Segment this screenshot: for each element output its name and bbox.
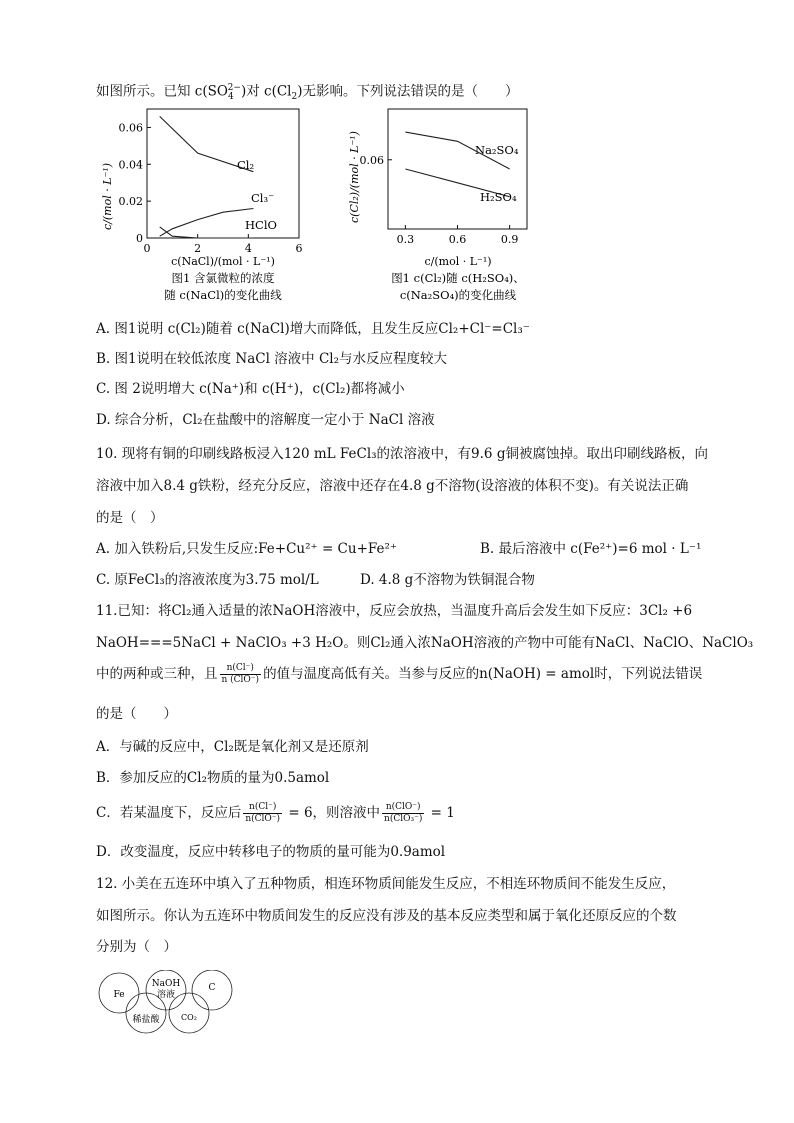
q11-line-4: 的是（ ） xyxy=(96,706,177,722)
fig2-xlabel: c/(mol · L⁻¹) xyxy=(424,255,492,268)
q11-option-a: A．与碱的反应中，Cl₂既是氧化剂又是还原剂 xyxy=(96,739,369,755)
fig1-label-hclo: HClO xyxy=(245,218,277,232)
q10-line-2: 溶液中加入8.4 g铁粉，经充分反应，溶液中还存在4.8 g不溶物(设溶液的体积不变)。有关说法正确 xyxy=(96,478,689,494)
q11-option-c-frac1-den: n(ClO⁻) xyxy=(245,814,281,824)
q9-option-d: D. 综合分析，Cl₂在盐酸中的溶解度一定小于 NaCl 溶液 xyxy=(96,412,435,428)
ring-hcl-label: 稀盐酸 xyxy=(132,1015,160,1025)
fig2-ylabel: c(Cl₂)/(mol · L⁻¹) xyxy=(348,131,361,223)
fig1-ylabel: c/(mol · L⁻¹) xyxy=(101,162,114,230)
q11-option-c-frac2-den: n(ClO₃⁻) xyxy=(384,814,423,824)
fig1-y-tick-label: 0.06 xyxy=(118,121,143,135)
q9-option-b: B. 图1说明在较低浓度 NaCl 溶液中 Cl₂与水反应程度较大 xyxy=(96,351,448,367)
q11-option-c-frac2-num: n(ClO⁻) xyxy=(382,802,424,814)
q12-line-1: 12. 小美在五连环中填入了五种物质，相连环物质间能发生反应，不相连环物质间不能发生反应， xyxy=(96,876,676,892)
q10-line-3: 的是（ ） xyxy=(96,510,164,526)
q11-line-3 xyxy=(96,663,702,686)
q12-line-3: 分别为（ ） xyxy=(96,939,177,955)
fig2-label-h2so4: H₂SO₄ xyxy=(480,190,517,204)
fig1-x-tick-label: 2 xyxy=(194,242,202,255)
fig2-caption-2: c(Na₂SO₄)的变化曲线 xyxy=(399,288,517,302)
ring-co2-label: CO₂ xyxy=(181,1013,197,1022)
fig2-x-tick-label: 0.6 xyxy=(448,233,467,246)
fig1-x-tick-label: 4 xyxy=(244,242,252,255)
fig2-plot-frame xyxy=(388,109,527,229)
q10-option-d: D. 4.8 g不溶物为铁铜混合物 xyxy=(360,572,535,588)
fig2-label-na2so4: Na₂SO₄ xyxy=(475,143,519,157)
q9-intro-text-f: )无影响。下列说法错误的是（ ） xyxy=(297,83,519,100)
q9-option-a: A. 图1说明 c(Cl₂)随着 c(NaCl)增大而降低，且发生反应Cl₂+Cl⁻=Cl₃⁻ xyxy=(96,321,530,337)
fig2-x-tick-label: 0.9 xyxy=(500,233,519,246)
figure-2-chart xyxy=(340,105,540,305)
q11-line-2: NaOH===5NaCl + NaClO₃ +3 H₂O。则Cl₂通入浓NaOH溶液的产物中可能有NaCl、NaClO、NaClO₃ xyxy=(96,635,754,651)
q9-intro-sup: 2− xyxy=(227,83,241,93)
fig2-caption-1: 图1 c(Cl₂)随 c(H₂SO₄)、 xyxy=(391,271,525,285)
ring-naoh-label: NaOH xyxy=(151,979,181,989)
q10-option-b: B. 最后溶液中 c(Fe²⁺)=6 mol · L⁻¹ xyxy=(480,541,702,557)
fig1-label-cl2: Cl₂ xyxy=(237,158,255,172)
q9-intro-sub: 4 xyxy=(227,92,234,103)
ring-fe-label: Fe xyxy=(113,990,125,1000)
q9-option-c: C. 图 2说明增大 c(Na⁺)和 c(H⁺)，c(Cl₂)都将减小 xyxy=(96,381,405,397)
ring-solution-label: 溶液 xyxy=(156,990,176,1000)
q11-frac-denominator: n (ClO⁻) xyxy=(221,675,260,685)
q11-option-c-text-c: = 1 xyxy=(426,805,455,821)
five-rings-figure xyxy=(96,970,236,1040)
fig1-y-tick-label: 0 xyxy=(136,232,143,245)
fig1-xlabel: c(NaCl)/(mol · L⁻¹) xyxy=(171,255,275,268)
fig1-y-tick-label: 0.04 xyxy=(118,158,143,172)
q11-option-c-frac1-num: n(Cl⁻) xyxy=(243,802,282,814)
fig2-y-tick-label: 0.06 xyxy=(359,153,384,167)
q11-option-c-fraction-2 xyxy=(382,802,424,825)
q12-line-2: 如图所示。你认为五连环中物质间发生的反应没有涉及的基本反应类型和属于氧化还原反应的个数 xyxy=(96,908,677,924)
q11-option-c-text-b: = 6，则溶液中 xyxy=(284,805,381,821)
fig1-series-cl3 xyxy=(160,209,254,237)
q9-intro xyxy=(96,78,519,107)
q11-frac-numerator: n(Cl⁻) xyxy=(220,663,262,675)
q10-line-1: 10. 现将有铜的印刷线路板浸入120 mL FeCl₃的浓溶液中，有9.6 g铜被腐蚀掉。取出印刷线路板，向 xyxy=(96,446,708,462)
q10-option-c: C. 原FeCl₃的溶液浓度为3.75 mol/L xyxy=(96,572,319,588)
q9-intro-sub2: 2 xyxy=(291,92,298,103)
figure-1-chart xyxy=(95,105,320,305)
ring-c-label: C xyxy=(208,983,216,993)
q11-option-b: B．参加反应的Cl₂物质的量为0.5amol xyxy=(96,770,330,786)
fig1-caption-2: 随 c(NaCl)的变化曲线 xyxy=(164,288,282,302)
q11-option-c xyxy=(96,802,455,825)
fig1-x-tick-label: 6 xyxy=(295,242,303,255)
q9-intro-text-d: )对 c(Cl xyxy=(240,83,292,100)
q11-ratio-fraction xyxy=(220,663,262,686)
q11-option-c-text-a: C．若某温度下，反应后 xyxy=(96,805,242,821)
q9-intro-text-a: 如图所示。已知 c(SO xyxy=(96,83,228,100)
fig2-x-tick-label: 0.3 xyxy=(396,233,415,246)
q11-line-1: 11.已知：将Cl₂通入适量的浓NaOH溶液中，反应会放热，当温度升高后会发生如下反应：3Cl₂ +6 xyxy=(96,603,693,619)
q11-line-3-text-a: 中的两种或三种，且 xyxy=(96,666,218,682)
fig1-y-tick-label: 0.02 xyxy=(118,195,143,209)
q11-option-d: D．改变温度，反应中转移电子的物质的量可能为0.9amol xyxy=(96,844,446,860)
fig1-caption-1: 图1 含氯微粒的浓度 xyxy=(171,271,275,285)
q11-option-c-fraction-1 xyxy=(243,802,282,825)
fig1-label-cl3: Cl₃⁻ xyxy=(251,191,275,205)
fig1-x-tick-label: 0 xyxy=(143,242,151,255)
q10-option-a: A. 加入铁粉后,只发生反应:Fe+Cu²⁺ = Cu+Fe²⁺ xyxy=(96,541,398,557)
q11-line-3-text-b: 的值与温度高低有关。当参与反应的n(NaOH) = amol时，下列说法错误 xyxy=(263,666,703,682)
